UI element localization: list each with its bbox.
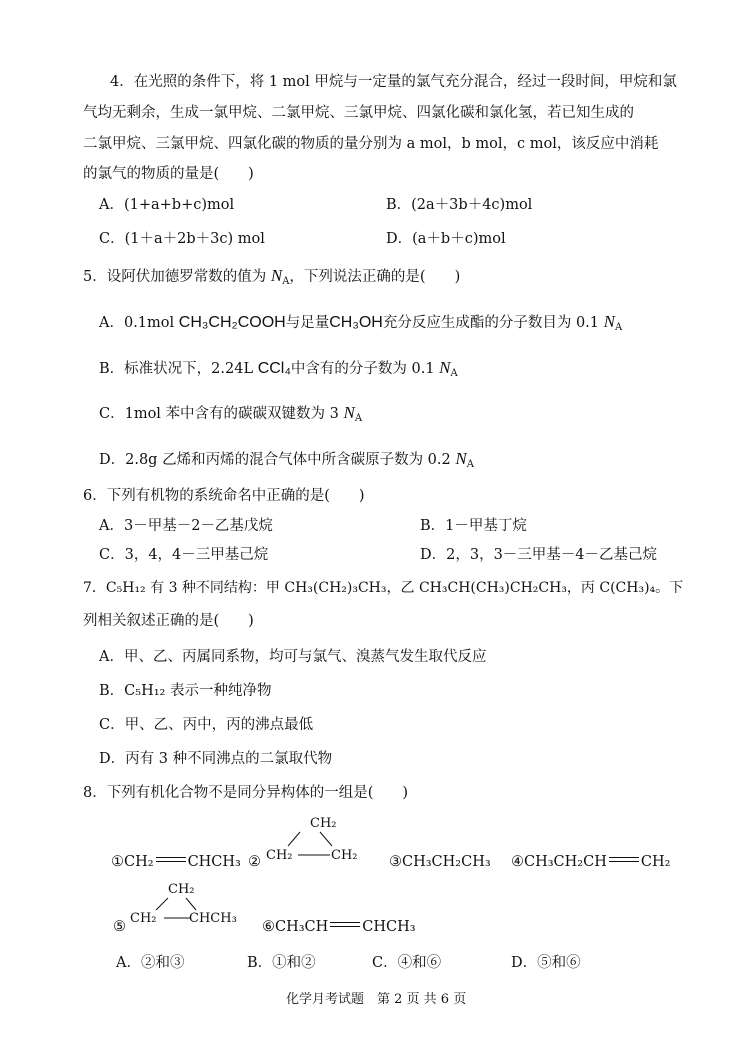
- page-footer: 化学月考试题 第 2 页 共 6 页: [286, 992, 467, 1007]
- structure-4-left: ④CH₃CH₂CH: [511, 854, 607, 870]
- q6-option-d: D．2，3，3－三甲基－4－乙基己烷: [420, 547, 658, 563]
- q5-a-post: 充分反应生成酯的分子数目为 0.1: [382, 315, 600, 331]
- q4-line4: 的氯气的物质的量是( ): [83, 166, 254, 182]
- na-symbol: N: [603, 312, 615, 331]
- structure-5-right: CHCH₃: [189, 911, 237, 926]
- double-bond: [156, 857, 186, 862]
- q7-option-a: A．甲、乙、丙属同系物，均可与氯气、溴蒸气发生取代反应: [99, 649, 487, 665]
- q4-option-d: D．(a＋b＋c)mol: [386, 231, 506, 247]
- q4-option-c: C．(1＋a＋2b＋3c) mol: [99, 231, 265, 247]
- q7-option-b: B．C₅H₁₂ 表示一种纯净物: [99, 683, 272, 699]
- na-subscript: A: [282, 276, 290, 287]
- structure-3: ③CH₃CH₂CH₃: [389, 854, 491, 870]
- q8-option-b: B．①和②: [247, 955, 316, 971]
- q5-b-post: 中含有的分子数为 0.1: [290, 361, 435, 377]
- q5-a-formula: CH₃CH₂COOH: [178, 314, 286, 331]
- structure-5-top: CH₂: [168, 882, 195, 897]
- q4-line1: 4．在光照的条件下，将 1 mol 甲烷与一定量的氯气充分混合，经过一段时间，甲烷和氯: [110, 74, 677, 90]
- structure-2-left: CH₂: [266, 848, 293, 863]
- q4-line3: 二氯甲烷、三氯甲烷、四氯化碳的物质的量分别为 a mol，b mol，c mol，该反应中消耗: [83, 136, 659, 152]
- structure-5-left: CH₂: [130, 911, 157, 926]
- structure-6-right: CHCH₃: [362, 919, 416, 935]
- q5-d-text: D．2.8g 乙烯和丙烯的混合气体中所含碳原子数为 0.2: [99, 452, 451, 468]
- structure-6: [262, 917, 416, 937]
- na-symbol: N: [439, 358, 451, 377]
- q5-a-mid: 与足量: [285, 315, 330, 331]
- na-subscript: A: [354, 413, 363, 424]
- q7-line2: 列相关叙述正确的是( ): [83, 613, 254, 629]
- q5-c-text: C．1mol 苯中含有的碳碳双键数为 3: [99, 406, 339, 422]
- double-bond: [330, 922, 360, 927]
- q5-option-d: [99, 449, 474, 475]
- na-symbol: N: [270, 266, 283, 285]
- q5-stem-text: 5．设阿伏加德罗常数的值为: [83, 269, 267, 285]
- q8-option-a: A．②和③: [116, 955, 185, 971]
- na-subscript: A: [450, 368, 458, 379]
- double-bond: [609, 857, 639, 862]
- q6-option-c: C．3，4，4－三甲基己烷: [99, 547, 269, 563]
- structure-1-right: CHCH₃: [187, 854, 241, 870]
- methylcyclopropane-bonds: [140, 894, 220, 922]
- q5-option-c: [99, 403, 362, 429]
- na-subscript: A: [614, 322, 623, 333]
- q6-option-a: A．3－甲基－2－乙基戊烷: [99, 518, 273, 534]
- structure-1-left: ①CH₂: [111, 854, 154, 870]
- q6-option-b: B．1－甲基丁烷: [420, 518, 527, 534]
- q4-option-b: B．(2a＋3b＋4c)mol: [386, 197, 533, 213]
- na-subscript: A: [466, 459, 474, 470]
- structure-4: [511, 852, 670, 872]
- q4-option-a: A．(1+a+b+c)mol: [99, 197, 235, 213]
- q5-option-a: [99, 312, 622, 338]
- q8-option-d: D．⑤和⑥: [511, 955, 581, 971]
- q8-stem: 8．下列有机化合物不是同分异构体的一组是( ): [83, 785, 409, 801]
- q5-stem: [83, 266, 460, 292]
- q4-line2: 气均无剩余，生成一氯甲烷、二氯甲烷、三氯甲烷、四氯化碳和氯化氢，若已知生成的: [83, 105, 634, 121]
- na-symbol: N: [455, 449, 467, 468]
- na-symbol: N: [343, 403, 355, 422]
- q7-option-c: C．甲、乙、丙中，丙的沸点最低: [99, 717, 314, 733]
- structure-6-left: ⑥CH₃CH: [262, 919, 329, 935]
- q6-stem: 6．下列有机物的系统命名中正确的是( ): [83, 488, 365, 504]
- q5-option-b: [99, 358, 458, 384]
- cyclopropane-bonds: [270, 828, 360, 858]
- q5-a-formula2: CH₃OH: [329, 314, 383, 331]
- structure-2-right: CH₂: [331, 848, 358, 863]
- q7-line1: 7．C₅H₁₂ 有 3 种不同结构：甲 CH₃(CH₂)₃CH₃，乙 CH₃CH(CH₃)CH₂CH₃，丙 C(CH₃)₄。下: [83, 580, 684, 596]
- structure-2-number: ②: [248, 854, 261, 870]
- structure-1: [111, 852, 241, 872]
- q5-a-pre: A．0.1mol: [99, 315, 175, 331]
- q5-stem-tail: ，下列说法正确的是( ): [289, 269, 461, 285]
- q5-b-pre: B．标准状况下，2.24L: [99, 361, 254, 377]
- structure-2-top: CH₂: [310, 816, 337, 831]
- q8-option-c: C．④和⑥: [372, 955, 442, 971]
- q5-b-formula: CCl₄: [257, 360, 291, 377]
- q7-option-d: D．丙有 3 种不同沸点的二氯取代物: [99, 751, 333, 767]
- structure-5-number: ⑤: [113, 919, 126, 935]
- structure-4-right: CH₂: [640, 854, 671, 870]
